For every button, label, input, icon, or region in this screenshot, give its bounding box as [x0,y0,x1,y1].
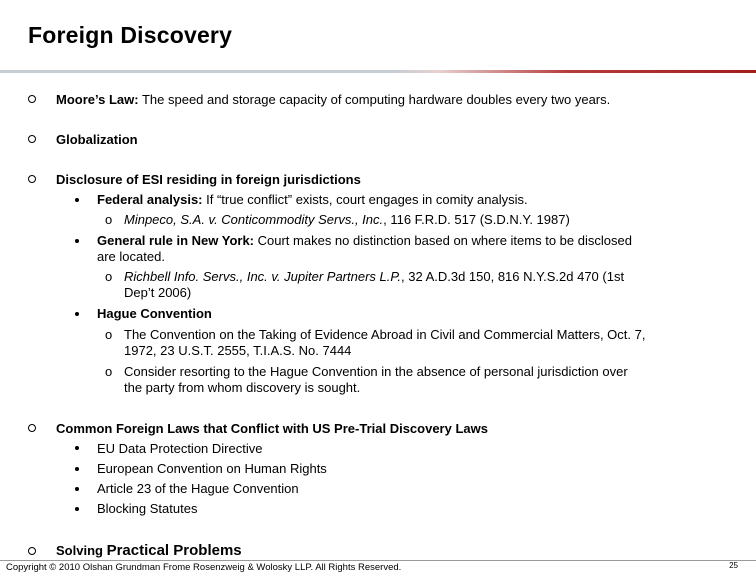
case-name: Minpeco, S.A. v. Conticommodity Servs., Inc. [124,212,384,227]
hague-convention-cite: The Convention on the Taking of Evidence Abroad in Civil and Commercial Matters, Oct. 7, [124,327,646,342]
case-citation-minpeco [124,211,570,228]
hollow-bullet-icon [28,135,42,145]
case-name: Richbell Info. Servs., Inc. v. Jupiter Partners L.P. [124,269,401,284]
sub-bullet-ny-rule-cont: are located. [97,249,165,264]
hague-convention-cite-cont: 1972, 23 U.S.T. 2555, T.I.A.S. No. 7444 [124,343,352,358]
sub-bullet-hague: Hague Convention [97,306,212,321]
footer-divider [0,560,756,561]
sub-sub-bullet-icon: o [105,269,113,284]
sub-bullet-text: If “true conflict” exists, court engages in comity analysis. [202,192,528,207]
hollow-bullet-icon [28,175,42,185]
sub-bullet-article-23: Article 23 of the Hague Convention [97,481,299,496]
sub-bullet-eu-directive: EU Data Protection Directive [97,441,263,456]
hague-consider-note: Consider resorting to the Hague Convention in the absence of personal jurisdiction over [124,364,628,379]
sub-bullet-blocking-statutes: Blocking Statutes [97,501,198,516]
bullet-dot-icon [75,239,79,243]
sub-sub-bullet-icon: o [105,364,113,379]
sub-sub-bullet-icon: o [105,212,113,227]
title-divider [0,70,756,73]
bullet-dot-icon [75,198,79,202]
sub-bullet-echr: European Convention on Human Rights [97,461,327,476]
bullet-practical-problems [56,542,242,559]
hollow-bullet-icon [28,547,42,557]
bullet-dot-icon [75,467,79,471]
bullet-dot-icon [75,487,79,491]
hague-consider-note-cont: the party from whom discovery is sought. [124,380,361,395]
sub-bullet-ny-rule [97,232,632,249]
hollow-bullet-icon [28,95,42,105]
case-citation-richbell [124,268,624,285]
bullet-label: Solving [56,543,107,558]
slide-title: Foreign Discovery [28,22,233,48]
case-cite: , 116 F.R.D. 517 (S.D.N.Y. 1987) [383,212,570,227]
bullet-moores-law [56,91,610,108]
hollow-bullet-icon [28,424,42,434]
bullet-dot-icon [75,507,79,511]
bullet-label-large: Practical Problems [106,542,242,559]
sub-bullet-label: Federal analysis: [97,192,203,207]
bullet-dot-icon [75,312,79,316]
bullet-esi-disclosure: Disclosure of ESI residing in foreign jurisdictions [56,172,361,187]
page-number: 25 [729,561,738,570]
bullet-globalization: Globalization [56,132,138,147]
sub-bullet-label: General rule in New York: [97,233,255,248]
bullet-conflicting-laws: Common Foreign Laws that Conflict with US Pre-Trial Discovery Laws [56,421,488,436]
sub-bullet-federal-analysis [97,191,528,208]
bullet-text: The speed and storage capacity of computing hardware doubles every two years. [138,92,611,107]
case-cite: , 32 A.D.3d 150, 816 N.Y.S.2d 470 (1st [400,269,625,284]
sub-sub-bullet-icon: o [105,327,113,342]
bullet-label: Moore’s Law: [56,92,139,107]
sub-bullet-text: Court makes no distinction based on where items to be disclosed [254,233,632,248]
bullet-dot-icon [75,446,79,450]
copyright-footer: Copyright © 2010 Olshan Grundman Frome Rosenzweig & Wolosky LLP. All Rights Reserved. [6,562,402,573]
case-citation-richbell-cont: Dep’t 2006) [124,285,192,300]
